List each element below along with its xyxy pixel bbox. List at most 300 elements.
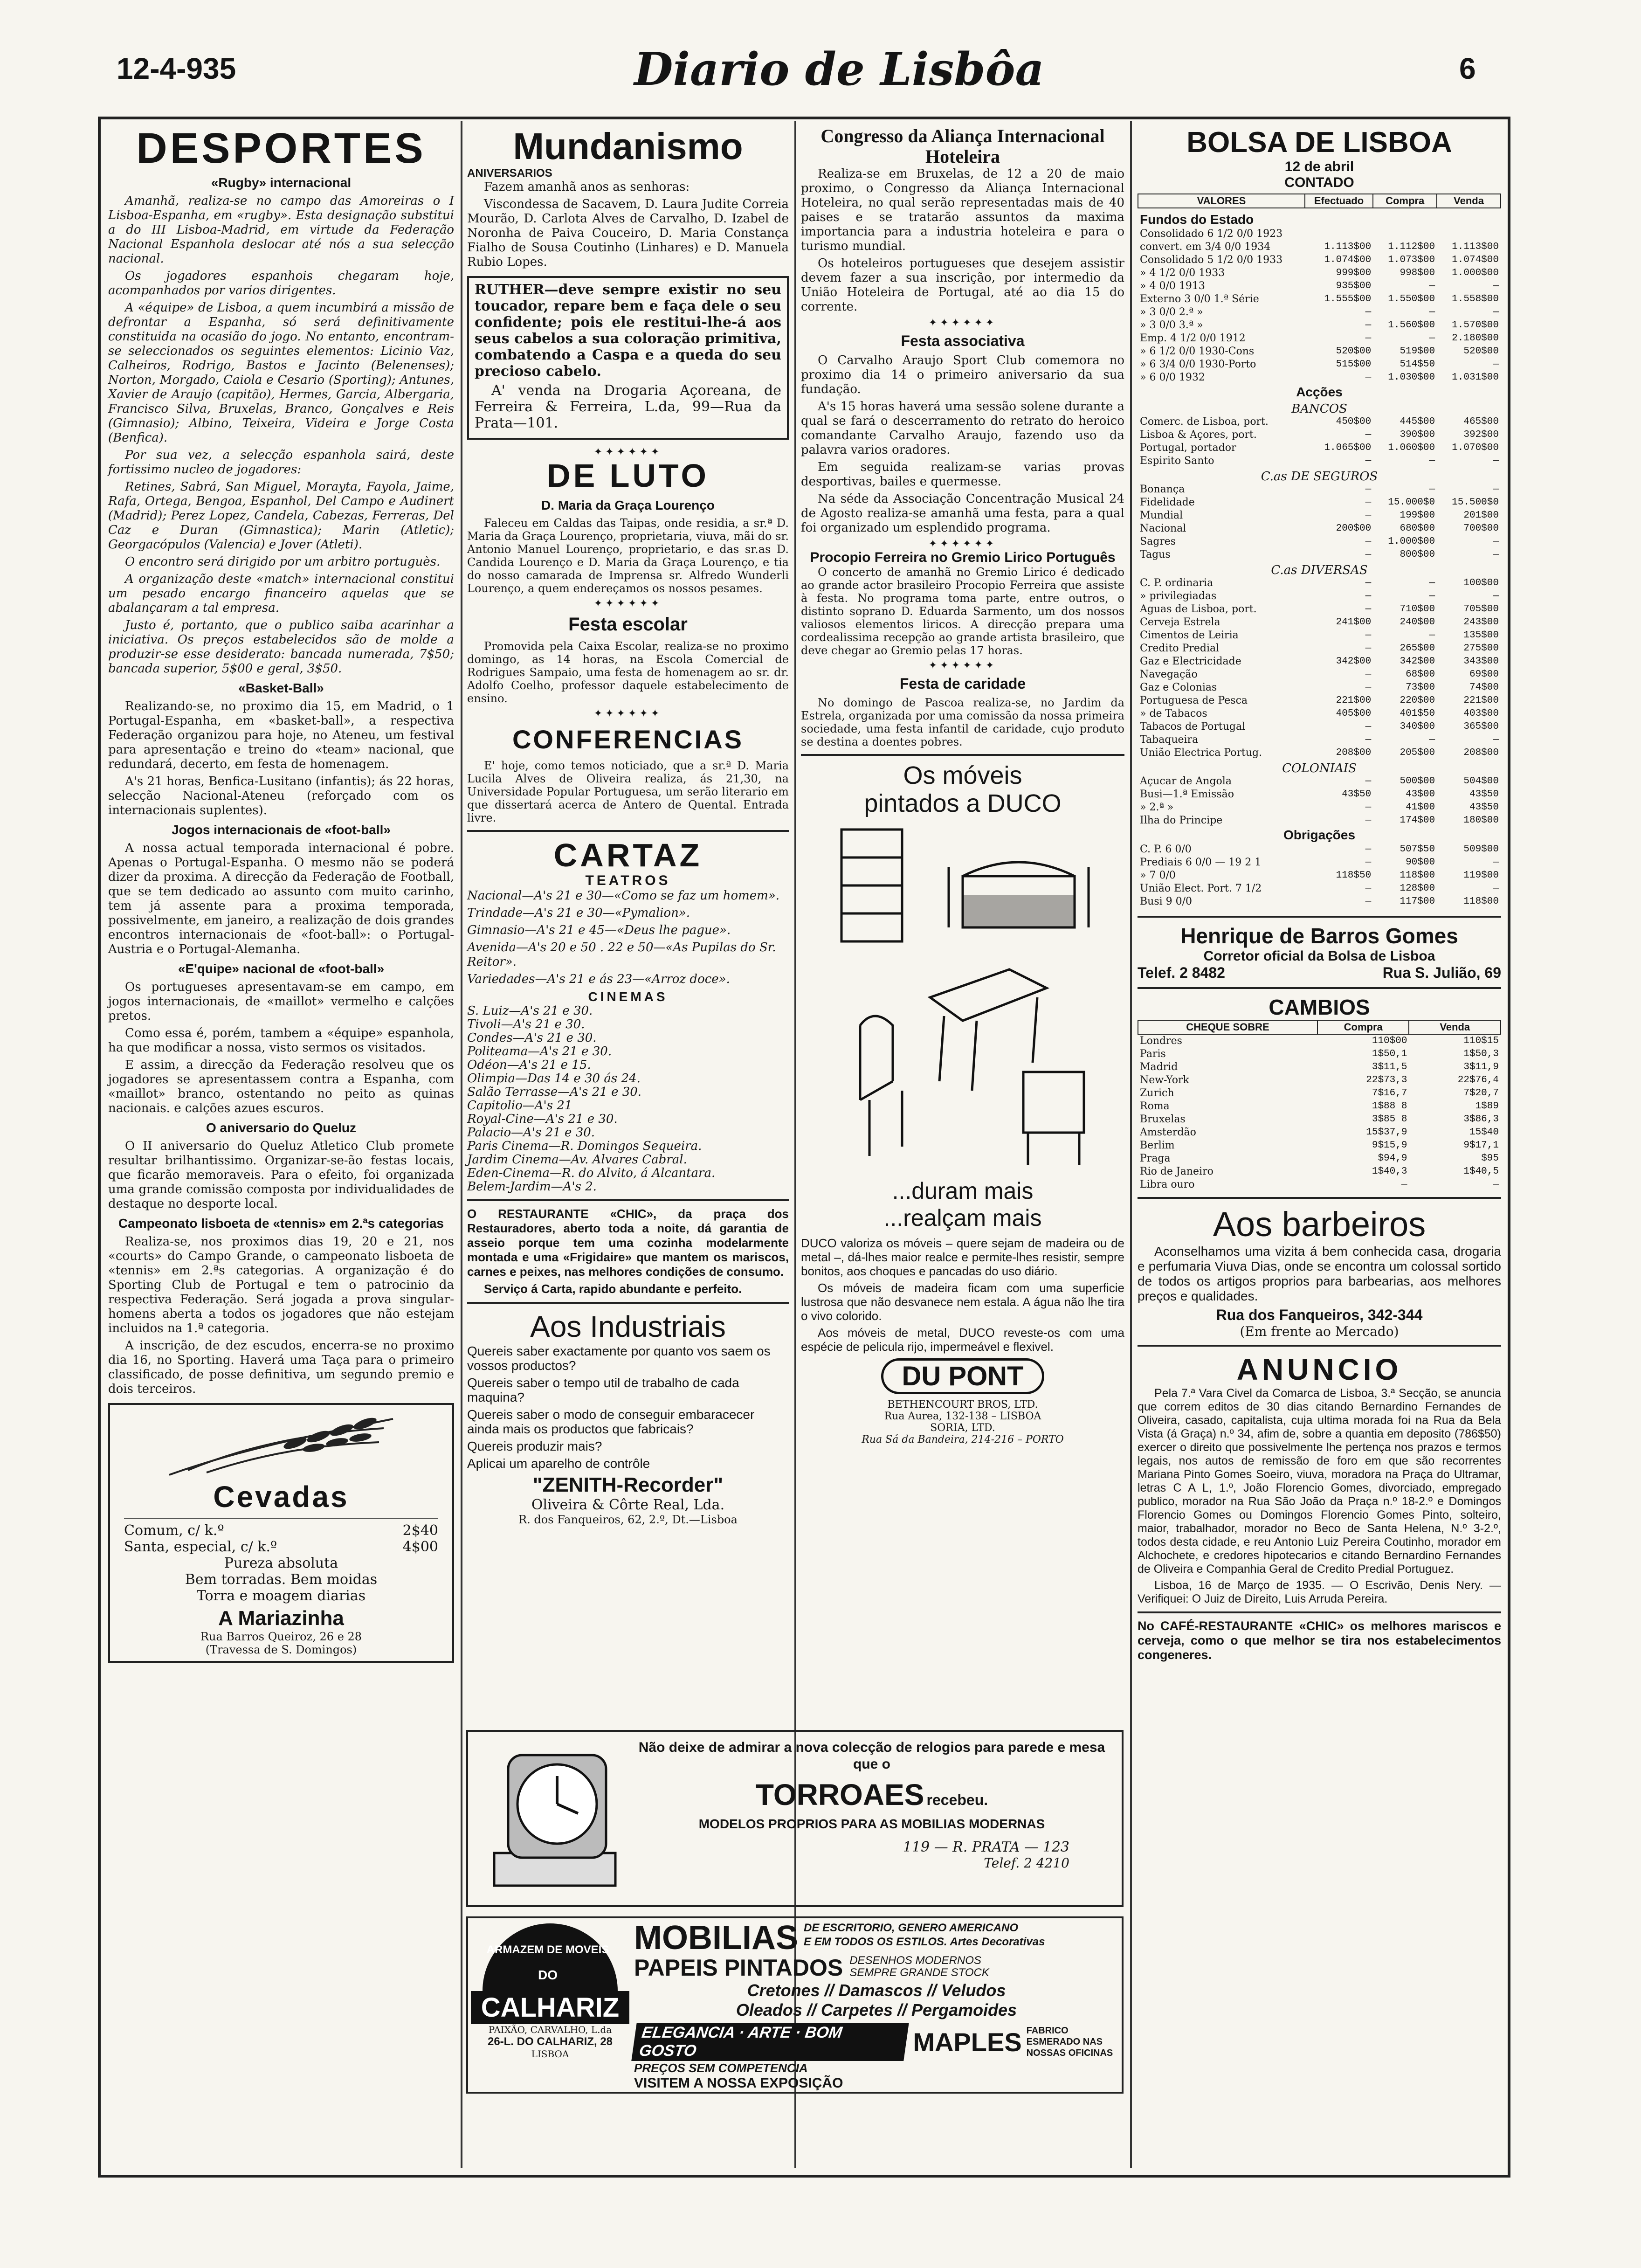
congresso-text: Os hoteleiros portugueses que desejem assistir devem fazer a sua inscrição, por intermedio da União Hoteleira de Portugal, até ao dia 15 do corrente. bbox=[801, 256, 1124, 314]
price-cell: 700$00 bbox=[1463, 523, 1499, 534]
table-row bbox=[1138, 509, 1501, 522]
cambios-rows bbox=[1138, 1034, 1501, 1191]
price-cell: 199$00 bbox=[1400, 510, 1435, 521]
table-row bbox=[1138, 856, 1501, 869]
luto-heading: DE LUTO bbox=[547, 457, 709, 494]
price-cell: 504$00 bbox=[1463, 776, 1499, 787]
price-cell: — bbox=[1365, 333, 1372, 344]
luto-name: D. Maria da Graça Lourenço bbox=[541, 498, 715, 512]
price-cell bbox=[1305, 228, 1373, 241]
price-cell: 1$40,3 bbox=[1372, 1166, 1407, 1177]
price-cell: — bbox=[1429, 734, 1435, 745]
table-row bbox=[1138, 577, 1501, 590]
currency-name: Madrid bbox=[1140, 1061, 1178, 1073]
rugby-paragraph: Por sua vez, a selecção espanhola sairá, deste fortissimo nucleo de jogadores: bbox=[108, 448, 454, 477]
price-cell: — bbox=[1365, 896, 1372, 907]
price-cell: — bbox=[1429, 281, 1435, 291]
security-name: convert. em 3/4 0/0 1934 bbox=[1140, 241, 1271, 253]
festa-associativa-text: A's 15 horas haverá uma sessão solene durante a qual se fará o descerramento do retrato do heroico comandante Carvalho Araujo, fazendo uso da palavra varios oradores. bbox=[801, 400, 1124, 457]
table-row bbox=[1138, 1113, 1501, 1126]
maples-title: MAPLES bbox=[913, 2027, 1022, 2057]
duco-title: pintados a DUCO bbox=[864, 789, 1062, 817]
price-cell: — bbox=[1365, 456, 1372, 466]
price-cell: 403$00 bbox=[1463, 708, 1499, 719]
barbeiros-address: (Em frente ao Mercado) bbox=[1240, 1324, 1399, 1339]
congresso-column: Congresso da Aliança Internacional Hoteleira Realiza-se em Bruxelas, de 12 a 20 de maio proximo, o Congresso da Aliança Internacional Hoteleira, no qual serão representadas mais de 40 paises e se tratarão assuntos da maxima importancia para a industria hoteleira e para o turismo mundial. Os hoteleiros portugueses que desejem assistir devem fazer a sua inscrição, por intermedio da União Hoteleira de Portugal, até ao dia 15 do corrente. ✦✦✦✦✦✦ Festa associativa O Carvalho Araujo Sport Club comemora no proximo dia 14 o primeiro aniversario da sua fundação. A's 15 horas haverá uma sessão solene durante a qual se fará o descerramento do retrato do heroico comandante Carvalho Araujo, fazendo uso da palavra varios oradores. Em seguida realizam-se varias provas desportivas, bailes e quermesse. Na séde da Associação Concentração Musical 24 de Agosto realiza-se amanhã uma festa, para a qual foi organizado um esplendido programa. ✦✦✦✦✦✦ Procopio Ferreira no Gremio Lirico Português O concerto de amanhã no Gremio Lirico é dedicado ao grande actor brasileiro Procopio Ferreira que assiste à festa. No programa toma parte, entre outros, o distinto soprano D. Eduarda Sarmento, um dos nossos valiosos elementos liricos. A direcção prepara uma cordealissima recepção ao grande artista brasileiro, que deve chegar ao Gremio pelas 17 horas. ✦✦✦✦✦✦ Festa de caridade No domingo de Pascoa realiza-se, no Jardim da Estrela, organizada por uma comissão da nossa primeira sociedade, uma festa infantil de caridade, cujo produto se destina a doentes pobres. Os móveis pintados a DUCO ...duram mais ...realçam mais DUCO valoriza os móveis – quere sejam de madeira ou de metal –, dá-lhes maior realce e permite-lhes resistir, sempre bonitos, aos choques e pancadas do uso diário. Os móveis de madeira ficam com uma superficie lustrosa que não desvanece nem estala. A água não lhe tira o vivo colorido. Aos móveis de metal, DUCO reveste-os com uma espécie de pelicula rijo, impermeável e flexivel. DU PONT BETHENCOURT BROS, LTD. Rua Aurea, 132-138 – LISBOA SORIA, LTD. Rua Sá da Bandeira, 214-216 – PORTO bbox=[801, 126, 1124, 1445]
price-cell: — bbox=[1365, 510, 1372, 521]
currency-name: New-York bbox=[1140, 1074, 1189, 1086]
accoes-heading: Acções bbox=[1296, 385, 1343, 399]
obrigacoes-rows bbox=[1138, 843, 1501, 908]
rugby-paragraph: O encontro será dirigido por um arbitro portuguès. bbox=[125, 555, 441, 569]
cinema-listing: S. Luiz—A's 21 e 30. bbox=[467, 1004, 593, 1018]
price-cell: 221$00 bbox=[1463, 695, 1499, 706]
calhariz-tagline: SEMPRE GRANDE STOCK bbox=[849, 1966, 989, 1979]
security-name: Cimentos de Leiria bbox=[1140, 629, 1239, 641]
price-cell: $94,9 bbox=[1378, 1153, 1407, 1164]
issue-date: 12-4-935 bbox=[117, 52, 236, 85]
table-row bbox=[1138, 814, 1501, 827]
basket-paragraph: Realizando-se, no proximo dia 15, em Madrid, o 1 Portugal-Espanha, em «basket-ball», a respectiva Federação organizou para hoje, no Ateneu, um festival para apresentação e treino do «team» nacional, que redundará, decerto, em festa de homenagem. bbox=[108, 699, 454, 771]
table-row bbox=[1138, 280, 1501, 293]
obrigacoes-heading: Obrigações bbox=[1283, 828, 1356, 842]
security-name: Açucar de Angola bbox=[1140, 775, 1232, 787]
industriais-title: Aos Industriais bbox=[530, 1310, 726, 1343]
table-row bbox=[1138, 747, 1501, 760]
price-cell: 1$88 8 bbox=[1372, 1101, 1407, 1112]
security-name: Lisboa & Açores, port. bbox=[1140, 429, 1257, 441]
price-cell: — bbox=[1429, 630, 1435, 641]
torroaes-address: 119 — R. PRATA — 123 bbox=[903, 1839, 1069, 1855]
price-cell bbox=[1437, 228, 1501, 241]
teatro-listing: Avenida—A's 20 e 50 . 22 e 50—«As Pupilas do Sr. Reitor». bbox=[467, 940, 776, 969]
calhariz-tagline: DESENHOS MODERNOS bbox=[849, 1954, 981, 1967]
price-cell: 69$00 bbox=[1469, 669, 1499, 680]
industriais-question: Quereis saber o tempo util de trabalho de cada maquina? bbox=[467, 1376, 739, 1404]
cinema-listing: Capitolio—A's 21 bbox=[467, 1099, 572, 1113]
ruther-text: RUTHER—deve sempre existir no seu toucador, repare bem e faça dele o seu confidente; pois ele restitui-lhe-á aos seus cabelos a sua coloração primitiva, combatendo a Caspa e a queda do seu precioso cabelo. bbox=[475, 282, 781, 380]
price-cell: 174$00 bbox=[1400, 815, 1435, 826]
price-cell: — bbox=[1429, 591, 1435, 602]
price-cell: — bbox=[1401, 1179, 1407, 1190]
cinema-listing: Royal-Cine—A's 21 e 30. bbox=[467, 1112, 618, 1126]
price-cell: 465$00 bbox=[1463, 416, 1499, 427]
price-cell: 519$00 bbox=[1400, 346, 1435, 357]
festa-escolar-text: Promovida pela Caixa Escolar, realiza-se no proximo domingo, as 14 horas, na Escola Comercial de Rodrigues Sampaio, uma festa de homenagem ao sr. dr. Adolfo Coelho, professor daquele estabelecimento de ensino. bbox=[467, 640, 789, 705]
table-row bbox=[1138, 442, 1501, 455]
currency-name: Zurich bbox=[1140, 1087, 1174, 1099]
cevadas-line: Bem torradas. Bem moidas bbox=[185, 1571, 378, 1588]
shop-address: (Travessa de S. Domingos) bbox=[205, 1643, 357, 1656]
rugby-paragraph: Os jogadores espanhois chegaram hoje, acompanhados por varios dirigentes. bbox=[108, 269, 454, 297]
ruther-text: A' venda na Drogaria Açoreana, de Ferreira & Ferreira, L.da, 99—Rua da Prata—101. bbox=[475, 382, 781, 431]
table-row bbox=[1138, 254, 1501, 267]
security-name: » 4 0/0 1913 bbox=[1140, 280, 1205, 292]
table-row bbox=[1138, 590, 1501, 603]
price-cell: — bbox=[1493, 281, 1499, 291]
calhariz-address: 26-L. DO CALHARIZ, 28 bbox=[487, 2035, 613, 2048]
dupont-logo: DU PONT bbox=[881, 1358, 1044, 1394]
teatros-list bbox=[467, 889, 789, 987]
price-cell: 90$00 bbox=[1406, 857, 1435, 868]
bolsa-table bbox=[1138, 194, 1501, 908]
table-row bbox=[1138, 535, 1501, 548]
diversas-heading: C.as DIVERSAS bbox=[1271, 563, 1368, 577]
cevadas-title: Cevadas bbox=[213, 1480, 349, 1514]
table-row bbox=[1138, 306, 1501, 319]
queluz-heading: O aniversario do Queluz bbox=[206, 1120, 357, 1135]
newspaper-title: Diario de Lisbôa bbox=[634, 43, 1044, 96]
zenith-address: R. dos Fanqueiros, 62, 2.º, Dt.—Lisboa bbox=[518, 1513, 738, 1526]
price-cell: 200$00 bbox=[1336, 523, 1372, 534]
price-cell: 445$00 bbox=[1400, 416, 1435, 427]
cevadas-line: Pureza absoluta bbox=[224, 1555, 338, 1571]
calhariz-visit: VISITEM A NOSSA EXPOSIÇÃO bbox=[634, 2075, 843, 2091]
duco-body: Aos móveis de metal, DUCO reveste-os com uma espécie de pelicula rijo, impermeável e flexivel. bbox=[801, 1326, 1124, 1354]
duco-body: Os móveis de madeira ficam com uma superficie lustrosa que não desvanece nem estala. A água não lhe tira o vivo colorido. bbox=[801, 1281, 1124, 1323]
rugby-heading: «Rugby» internacional bbox=[211, 175, 352, 190]
price-cell: — bbox=[1429, 578, 1435, 588]
desportes-heading: DESPORTES bbox=[136, 126, 426, 172]
zenith-firm: Oliveira & Côrte Real, Lda. bbox=[531, 1497, 725, 1513]
price-cell: 43$50 bbox=[1342, 789, 1372, 800]
column-header: CHEQUE SOBRE bbox=[1138, 1020, 1317, 1034]
torroaes-recebeu: recebeu. bbox=[926, 1791, 988, 1808]
table-row bbox=[1138, 788, 1501, 801]
security-name: Externo 3 0/0 1.ª Série bbox=[1140, 293, 1259, 305]
table-row bbox=[1138, 1152, 1501, 1165]
price-cell: — bbox=[1493, 484, 1499, 495]
price-cell: 680$00 bbox=[1400, 523, 1435, 534]
price-cell: 265$00 bbox=[1400, 643, 1435, 654]
currency-name: Roma bbox=[1140, 1100, 1170, 1112]
price-cell: 43$50 bbox=[1469, 789, 1499, 800]
equipe-paragraph: Os portugueses apresentavam-se em campo, em jogos internacionais, de «maillot» vermelho e calções pretos. bbox=[108, 980, 454, 1023]
security-name: Portuguesa de Pesca bbox=[1140, 695, 1248, 706]
equipe-paragraph: E assim, a direcção da Federação resolveu que os jogadores se apresentassem contra a Espanha, com «maillot» branco, ostentando no peito as quinas nacionais. e calções azues escuros. bbox=[108, 1058, 454, 1115]
price-cell: 9$17,1 bbox=[1463, 1140, 1499, 1151]
price-cell: — bbox=[1365, 844, 1372, 855]
table-row bbox=[1138, 869, 1501, 882]
price-cell: 705$00 bbox=[1463, 604, 1499, 615]
price-cell: — bbox=[1493, 734, 1499, 745]
papeis-title: PAPEIS PINTADOS bbox=[634, 1955, 843, 1981]
security-name: Credito Predial bbox=[1140, 643, 1220, 654]
cevada-name: Santa, especial, c/ k.º bbox=[124, 1539, 277, 1555]
price-cell: — bbox=[1365, 776, 1372, 787]
bolsa-contado: CONTADO bbox=[1284, 175, 1354, 190]
calhariz-address: LISBOA bbox=[531, 2048, 569, 2060]
price-cell: 343$00 bbox=[1463, 656, 1499, 667]
cevadas-ad bbox=[108, 1403, 454, 1663]
cambios-heading: CAMBIOS bbox=[1269, 995, 1370, 1019]
price-cell: 7$20,7 bbox=[1463, 1088, 1499, 1099]
security-name: Consolidado 6 1/2 0/0 1923 bbox=[1140, 228, 1283, 240]
festa-associativa-heading: Festa associativa bbox=[901, 332, 1025, 349]
cinema-listing: Condes—A's 21 e 30. bbox=[467, 1031, 597, 1045]
table-row bbox=[1138, 668, 1501, 681]
security-name: Gaz e Electricidade bbox=[1140, 656, 1241, 667]
wheat-icon bbox=[160, 1410, 402, 1480]
price-cell: 243$00 bbox=[1463, 617, 1499, 628]
currency-name: Londres bbox=[1140, 1035, 1182, 1047]
currency-name: Bruxelas bbox=[1140, 1113, 1186, 1125]
cinemas-heading: CINEMAS bbox=[588, 989, 668, 1004]
bolsa-date: 12 de abril bbox=[1284, 159, 1354, 174]
price-cell: 340$00 bbox=[1400, 721, 1435, 732]
calhariz-fabrics: Cretones // Damascos // Veludos bbox=[747, 1981, 1006, 2000]
barbeiros-text: Aconselhamos uma vizita á bem conhecida casa, drogaria e perfumaria Viuva Dias, onde se encontra um colossal sortido de todos os artigos proprios para barbearias, aos melhores preços e qualidades. bbox=[1138, 1244, 1501, 1303]
luto-text: Faleceu em Caldas das Taipas, onde residia, a sr.ª D. Maria da Graça Lourenço, proprietaria, viuva, mãi do sr. Antonio Manuel Lourenço, proprietario, e das sr.as D. Candida Lourenço e D. Maria da Graça Lourenço, e tia do nosso camarada de Imprensa sr. Alfredo Wunderli Lourenço, a quem endereçamos os nossos pesames. bbox=[467, 517, 789, 595]
football-paragraph: A nossa actual temporada internacional é pobre. Apenas o Portugal-Espanha. O mesmo não se poderá dizer da proxima. A direcção da Federação de Football, que se tem dedicado ao assunto com muito carinho, tem já assente para a proxima temporada, possivelmente, em janeiro, a realização de dois grandes encontros internacionais de «foot-ball»: o Portugal-Austria e o Portugal-Alemanha. bbox=[108, 841, 454, 956]
price-cell: 208$00 bbox=[1463, 747, 1499, 758]
price-cell: 1.065$00 bbox=[1324, 443, 1372, 453]
price-cell: 1.113$00 bbox=[1452, 242, 1499, 252]
table-row bbox=[1138, 319, 1501, 332]
price-cell: — bbox=[1429, 456, 1435, 466]
security-name: Ilha do Principe bbox=[1140, 815, 1223, 826]
festa-caridade-heading: Festa de caridade bbox=[899, 675, 1026, 692]
price-cell: — bbox=[1365, 802, 1372, 813]
calhariz-tagline: DE ESCRITORIO, GENERO AMERICANO bbox=[803, 1922, 1019, 1934]
duco-company: BETHENCOURT BROS, LTD. bbox=[887, 1399, 1038, 1411]
price-cell: 1.560$00 bbox=[1388, 320, 1435, 331]
calhariz-brand: CALHARIZ bbox=[471, 1991, 629, 2024]
table-row bbox=[1138, 1165, 1501, 1178]
table-row bbox=[1138, 801, 1501, 814]
mundanismo-column: Mundanismo ANIVERSARIOS Fazem amanhã anos as senhoras: Viscondessa de Sacavem, D. Laura Judite Correia Mourão, D. Carlota Alves de Carvalho, D. Izabel de Noronha de Paiva Couceiro, D. Maria Constança Fialho de Sousa Coutinho (Linhares) e D. Manuela Rubio Lopes. RUTHER—deve sempre existir no seu toucador, repare bem e faça dele o seu confidente; pois ele restitui-lhe-á aos seus cabelos a sua coloração primitiva, combatendo a Caspa e a queda do seu precioso cabelo. A' venda na Drogaria Açoreana, de Ferreira & Ferreira, L.da, 99—Rua da Prata—101. ✦✦✦✦✦✦ DE LUTO D. Maria da Graça Lourenço Faleceu em Caldas das Taipas, onde residia, a sr.ª D. Maria da Graça Lourenço, proprietaria, viuva, mãi do sr. Antonio Manuel Lourenço, proprietario, e das sr.as D. Candida Lourenço e D. Maria da Graça Lourenço, e tia do nosso camarada de Imprensa sr. Alfredo Wunderli Lourenço, a quem endereçamos os nossos pesames. ✦✦✦✦✦✦ Festa escolar Promovida pela Caixa Escolar, realiza-se no proximo domingo, as 14 horas, na Escola Comercial de Rodrigues Sampaio, uma festa de homenagem ao sr. dr. Adolfo Coelho, professor daquele estabelecimento de ensino. ✦✦✦✦✦✦ CONFERENCIAS E' hoje, como temos noticiado, que a sr.ª D. Maria Lucila Alves de Oliveira realiza, ás 21,30, na Universidade Popular Portuguesa, um serão literario em que dissertará acerca de Antero de Quental. Entrada livre. CARTAZ TEATROS Nacional—A's 21 e 30—«Como se faz um homem». Trindade—A's 21 e 30—«Pymalion». Gimnasio—A's 21 e 45—«Deus lhe pague». Avenida—A's 20 e 50 . 22 e 50—«As Pupilas do Sr. Reitor». Variedades—A's 21 e ás 23—«Arroz doce». CINEMAS S. Luiz—A's 21 e 30. Tivoli—A's 21 e 30. Condes—A's 21 e 30. Politeama—A's 21 e 30. Odéon—A's 21 e 15. Olimpia—Das 14 e 30 ás 24. Salão Terrasse—A's 21 e 30. Capitolio—A's 21 Royal-Cine—A's 21 e 30. Palacio—A's 21 e 30. Paris Cinema—R. Domingos Sequeira. Jardim Cinema—Av. Alvares Cabral. Eden-Cinema—R. do Alvito, á Alcantara. Belem-Jardim—A's 2. O RESTAURANTE «CHIC», da praça dos Restauradores, aberto toda a noite, dá garantia de asseio porque tem uma cozinha modelarmente montada e uma «Frigidaire» que mantem os mariscos, carnes e peixes, nas melhores condições de consumo. Serviço á Carta, rapido abundante e perfeito. Aos Industriais Quereis saber exactamente por quanto vos saem os vossos productos? Quereis saber o tempo util de trabalho de cada maquina? Quereis saber o modo de conseguir embaracecer ainda mais os productos que fabricais? Quereis produzir mais? Aplicai um aparelho de contrôle "ZENITH-Recorder" Oliveira & Côrte Real, Lda. R. dos Fanqueiros, 62, 2.º, Dt.—Lisboa bbox=[467, 126, 789, 1526]
price-cell: 118$50 bbox=[1336, 870, 1372, 881]
price-cell: 401$50 bbox=[1400, 708, 1435, 719]
price-cell: — bbox=[1493, 1179, 1499, 1190]
calhariz-do: DO bbox=[538, 1968, 558, 1982]
cevada-name: Comum, c/ k.º bbox=[124, 1522, 224, 1539]
currency-name: Paris bbox=[1140, 1048, 1166, 1060]
security-name: Comerc. de Lisboa, port. bbox=[1140, 416, 1269, 428]
price-cell: 43$00 bbox=[1406, 789, 1435, 800]
price-cell: 1.030$00 bbox=[1388, 372, 1435, 383]
price-cell: — bbox=[1365, 307, 1372, 318]
cinema-listing: Salão Terrasse—A's 21 e 30. bbox=[467, 1085, 642, 1099]
price-cell: 1.031$00 bbox=[1452, 372, 1499, 383]
tennis-paragraph: A inscrição, de dez escudos, encerra-se no proximo dia 16, no Sporting. Haverá uma Taça para o primeiro classificado, de posse definitiva, um segundo premio e dois terceiros. bbox=[108, 1339, 454, 1396]
price-cell: — bbox=[1365, 497, 1372, 508]
torroaes-line: Não deixe de admirar a nova colecção de relogios para parede e mesa que o bbox=[638, 1740, 1105, 1772]
column-header: VALORES bbox=[1138, 194, 1305, 208]
price-cell: 240$00 bbox=[1400, 617, 1435, 628]
table-row bbox=[1138, 371, 1501, 384]
price-cell: 800$00 bbox=[1400, 549, 1435, 560]
festa-escolar-heading: Festa escolar bbox=[568, 614, 688, 635]
price-cell: 9$15,9 bbox=[1372, 1140, 1407, 1151]
price-cell: 3$11,9 bbox=[1463, 1062, 1499, 1072]
security-name: » 4 1/2 0/0 1933 bbox=[1140, 267, 1225, 279]
price-cell: 2.180$00 bbox=[1452, 333, 1499, 344]
price-cell: 342$00 bbox=[1400, 656, 1435, 667]
security-name: Gaz e Colonias bbox=[1140, 682, 1217, 693]
diversas-rows bbox=[1138, 577, 1501, 760]
shop-name: A Mariazinha bbox=[218, 1607, 344, 1630]
industriais-question: Quereis produzir mais? bbox=[467, 1439, 602, 1453]
column-header: Compra bbox=[1317, 1020, 1409, 1034]
cevada-price: 2$40 bbox=[402, 1522, 438, 1539]
price-cell: $95 bbox=[1481, 1153, 1499, 1164]
price-cell: 514$50 bbox=[1400, 359, 1435, 370]
duco-slogan: ...realçam mais bbox=[883, 1205, 1042, 1231]
price-cell: 1.074$00 bbox=[1452, 255, 1499, 265]
table-row bbox=[1138, 293, 1501, 306]
price-cell: — bbox=[1429, 307, 1435, 318]
price-cell: 118$00 bbox=[1463, 896, 1499, 907]
teatro-listing: Variedades—A's 21 e ás 23—«Arroz doce». bbox=[467, 972, 730, 986]
price-cell: 405$00 bbox=[1336, 708, 1372, 719]
security-name: Navegação bbox=[1140, 669, 1198, 680]
table-row bbox=[1138, 882, 1501, 895]
anuncio-signature: Lisboa, 16 de Março de 1935. — O Escrivão, Denis Nery. — Verifiquei: O Juiz de Direito, Luis Arruda Pereira. bbox=[1138, 1579, 1501, 1605]
procopio-heading: Procopio Ferreira no Gremio Lirico Português bbox=[810, 550, 1116, 565]
cevadas-line: Torra e moagem diarias bbox=[196, 1588, 366, 1604]
security-name: Tabaqueira bbox=[1140, 734, 1199, 746]
cinema-listing: Olimpia—Das 14 e 30 ás 24. bbox=[467, 1072, 641, 1086]
price-cell: 74$00 bbox=[1469, 682, 1499, 693]
security-name: Emp. 4 1/2 0/0 1912 bbox=[1140, 332, 1246, 344]
equipe-paragraph: Como essa é, porém, tambem a «équipe» espanhola, ha que modificar a nossa, visto sermos os visitados. bbox=[108, 1026, 454, 1055]
price-cell: — bbox=[1365, 630, 1372, 641]
price-cell: 520$00 bbox=[1336, 346, 1372, 357]
teatro-listing: Nacional—A's 21 e 30—«Como se faz um homem». bbox=[467, 889, 779, 903]
price-cell: 500$00 bbox=[1400, 776, 1435, 787]
price-cell: 998$00 bbox=[1400, 268, 1435, 278]
football-heading: Jogos internacionais de «foot-ball» bbox=[172, 823, 391, 837]
table-row bbox=[1138, 415, 1501, 429]
clock-icon bbox=[476, 1736, 629, 1895]
cevada-price: 4$00 bbox=[402, 1539, 438, 1555]
price-cell: 221$00 bbox=[1336, 695, 1372, 706]
table-row bbox=[1138, 694, 1501, 707]
table-row bbox=[1138, 720, 1501, 733]
chic-bottom-text: No CAFÉ-RESTAURANTE «CHIC» os melhores mariscos e cerveja, como o que melhor se tira nos estabelecimentos congeneres. bbox=[1138, 1619, 1501, 1662]
congresso-text: Realiza-se em Bruxelas, de 12 a 20 de maio proximo, o Congresso da Aliança Internacional Hoteleira, no qual serão representadas mais de 40 paises e se tratarão assuntos da maxima importancia para a industria hoteleira e para o turismo mundial. bbox=[801, 167, 1124, 253]
price-cell: — bbox=[1365, 484, 1372, 495]
security-name: Nacional bbox=[1140, 523, 1186, 534]
chic-ad-text: Serviço á Carta, rapido abundante e perfeito. bbox=[484, 1282, 742, 1296]
equipe-heading: «E'quipe» nacional de «foot-ball» bbox=[178, 961, 385, 976]
festa-associativa-text: Em seguida realizam-se varias provas desportivas, bailes e quermesse. bbox=[801, 460, 1124, 489]
security-name: Aguas de Lisboa, port. bbox=[1140, 603, 1257, 615]
price-cell: 201$00 bbox=[1463, 510, 1499, 521]
table-row bbox=[1138, 241, 1501, 254]
calhariz-precos: PREÇOS SEM COMPETENCIA bbox=[634, 2061, 808, 2075]
price-cell: — bbox=[1493, 456, 1499, 466]
rugby-paragraph: A organização deste «match» internacional constitui um pesado encargo financeiro aquelas que se abalançaram a tal empresa. bbox=[108, 572, 454, 615]
price-cell: 1.074$00 bbox=[1324, 255, 1372, 265]
price-cell: 22$76,4 bbox=[1457, 1075, 1499, 1086]
price-cell: 41$00 bbox=[1406, 802, 1435, 813]
table-row bbox=[1138, 1100, 1501, 1113]
cinema-listing: Paris Cinema—R. Domingos Sequeira. bbox=[467, 1139, 702, 1153]
column-header: Venda bbox=[1409, 1020, 1501, 1034]
table-row bbox=[1138, 496, 1501, 509]
security-name: Consolidado 5 1/2 0/0 1933 bbox=[1140, 254, 1283, 266]
price-cell: 710$00 bbox=[1400, 604, 1435, 615]
security-name: União Electrica Portug. bbox=[1140, 747, 1262, 759]
coloniais-rows bbox=[1138, 775, 1501, 827]
currency-name: Berlim bbox=[1140, 1140, 1175, 1151]
security-name: Espirito Santo bbox=[1140, 455, 1214, 467]
rugby-paragraph: Retines, Sabrá, San Miguel, Morayta, Fayola, Jaime, Rafa, Ortega, Bengoa, Espanhol, Del Campo e Audinert (Madrid); Perez Lopez, Candela, Cabezas, Ferreras, Del Caz e Duran (Gimnastica); Marin (Atletic); Georgacópulos (Valencia) e Jover (Atleti). bbox=[108, 480, 454, 552]
cinemas-list bbox=[467, 1004, 789, 1194]
table-row bbox=[1138, 429, 1501, 442]
cinema-listing: Jardim Cinema—Av. Alvares Cabral. bbox=[467, 1153, 687, 1167]
currency-name: Libra ouro bbox=[1140, 1179, 1195, 1190]
price-cell: — bbox=[1493, 536, 1499, 547]
price-cell: — bbox=[1365, 734, 1372, 745]
tennis-paragraph: Realiza-se, nos proximos dias 19, 20 e 21, nos «courts» do Campo Grande, o campeonato lisboeta de «tennis» em 2.ªs categorias. A organização é do Sporting Club de Portugal e tem o patrocinio da respectiva Federação. Será jogada a prova singular-homens aberta a todos os jogadores que não estejam incluidos na 1.ª categoria. bbox=[108, 1235, 454, 1335]
rugby-paragraph: Amanhã, realiza-se no campo das Amoreiras o I Lisboa-Espanha, em «rugby». Esta designação substitui a do III Lisboa-Madrid, em virtude da Federação Nacional Espanhola deslocar até nós a sua selecção nacional. bbox=[108, 194, 454, 266]
price-cell: 73$00 bbox=[1406, 682, 1435, 693]
price-cell: 275$00 bbox=[1463, 643, 1499, 654]
table-row bbox=[1138, 332, 1501, 345]
table-row bbox=[1138, 707, 1501, 720]
duco-body: DUCO valoriza os móveis – quere sejam de madeira ou de metal –, dá-lhes maior realce e permite-lhes resistir, sempre bonitos, aos choques e pancadas do uso diário. bbox=[801, 1236, 1124, 1278]
price-cell bbox=[1373, 228, 1437, 241]
price-cell: 507$50 bbox=[1400, 844, 1435, 855]
table-row bbox=[1138, 548, 1501, 561]
price-cell: 117$00 bbox=[1400, 896, 1435, 907]
security-name: » de Tabacos bbox=[1140, 708, 1207, 719]
duco-address: Rua Aurea, 132-138 – LISBOA bbox=[884, 1411, 1041, 1422]
security-name: Fidelidade bbox=[1140, 497, 1195, 508]
bancos-rows bbox=[1138, 415, 1501, 468]
price-cell: 15.500$0 bbox=[1452, 497, 1499, 508]
table-row bbox=[1138, 483, 1501, 496]
table-row bbox=[1138, 603, 1501, 616]
price-cell: 1.558$00 bbox=[1452, 294, 1499, 304]
table-row bbox=[1138, 358, 1501, 371]
column-header: Venda bbox=[1437, 194, 1501, 208]
industriais-question: Aplicai um aparelho de contrôle bbox=[467, 1456, 650, 1471]
table-row bbox=[1138, 1178, 1501, 1191]
price-cell: 1.112$00 bbox=[1388, 242, 1435, 252]
security-name: Mundial bbox=[1140, 510, 1183, 521]
currency-name: Amsterdão bbox=[1140, 1127, 1196, 1138]
price-cell: 450$00 bbox=[1336, 416, 1372, 427]
price-cell: 180$00 bbox=[1463, 815, 1499, 826]
price-cell: 365$00 bbox=[1463, 721, 1499, 732]
table-row bbox=[1138, 1048, 1501, 1061]
ruther-ad bbox=[467, 276, 789, 440]
security-name: Sagres bbox=[1140, 536, 1176, 547]
calhariz-tagline: E EM TODOS OS ESTILOS. Artes Decorativas bbox=[803, 1936, 1045, 1948]
price-cell: 110$00 bbox=[1372, 1036, 1407, 1046]
anuncio-heading: ANUNCIO bbox=[1236, 1353, 1402, 1386]
price-cell: 3$85 8 bbox=[1372, 1114, 1407, 1125]
duco-address: Rua Sá da Bandeira, 214-216 – PORTO bbox=[862, 1434, 1064, 1445]
cinema-listing: Tivoli—A's 21 e 30. bbox=[467, 1017, 585, 1031]
table-row bbox=[1138, 267, 1501, 280]
price-cell: — bbox=[1365, 604, 1372, 615]
security-name: Tabacos de Portugal bbox=[1140, 721, 1246, 733]
price-cell: 220$00 bbox=[1400, 695, 1435, 706]
cinema-listing: Eden-Cinema—R. do Alvito, á Alcantara. bbox=[467, 1166, 716, 1180]
congresso-heading: Congresso da Aliança Internacional Hoteleira bbox=[820, 126, 1105, 167]
calhariz-banner: ELEGANCIA · ARTE · BOM GOSTO bbox=[631, 2023, 909, 2061]
security-name: Tagus bbox=[1140, 549, 1171, 560]
table-row bbox=[1138, 1061, 1501, 1074]
price-cell: — bbox=[1365, 669, 1372, 680]
tennis-heading: Campeonato lisboeta de «tennis» em 2.ªs categorias bbox=[118, 1216, 444, 1231]
price-cell: 3$11,5 bbox=[1372, 1062, 1407, 1072]
